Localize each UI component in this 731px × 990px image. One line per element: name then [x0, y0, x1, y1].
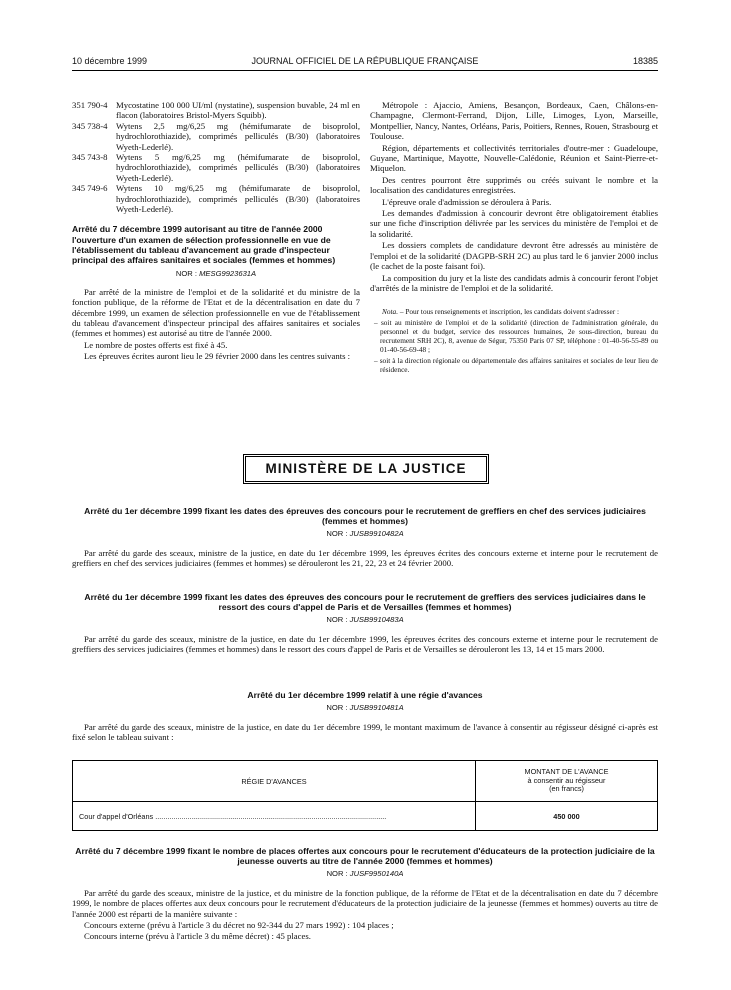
table-header-row	[73, 761, 658, 802]
nor-label: NOR :	[326, 869, 348, 879]
paragraph: Métropole : Ajaccio, Amiens, Besançon, Bordeaux, Caen, Châlons-en-Champagne, Clermont-Ferrand, Dijon, Lille, Limoges, Lyon, Marseille, Montpellier, Nancy, Nantes, Orléans, Paris, Poitiers, Rennes, Rouen, Strasbourg et Toulouse.	[370, 100, 658, 142]
header-date: 10 décembre 1999	[72, 56, 148, 66]
product-code: 345 738-4	[72, 120, 108, 131]
left-column	[72, 100, 360, 363]
product-description: Wytens 10 mg/6,25 mg (hémifumarate de bisoprolol, hydrochlorothiazide), comprimés pelliculés (B/30) (laboratoires Wyeth-Lederlé).	[116, 183, 360, 215]
product-entry	[72, 100, 360, 121]
nota-item: – soit au ministère de l'emploi et de la solidarité (direction de l'administration générale, du personnel et du budget, service des ressources humaines, 2e sous-direction, bureau du recrutement SRH 2C), 8, avenue de Ségur, 75350 Paris 07 SP, téléphone : 01-40-56-55-89 ou 01-40-56-69-48 ;	[374, 318, 658, 355]
header-page-number: 18385	[632, 56, 658, 66]
nor-label: NOR :	[175, 269, 197, 279]
nor-label: NOR :	[326, 615, 348, 625]
product-description: Wytens 5 mg/6,25 mg (hémifumarate de bisoprolol, hydrochlorothiazide), comprimés pelliculés (B/30) (laboratoires Wyeth-Lederlé).	[116, 152, 360, 183]
nota-label: Nota.	[382, 307, 399, 317]
regie-name: Cour d'appel d'Orléans	[79, 811, 154, 821]
nor-code: JUSB9910481A	[349, 703, 404, 713]
paragraph: L'épreuve orale d'admission se déroulera à Paris.	[382, 196, 552, 207]
arrete-title: Arrêté du 1er décembre 1999 fixant les dates des épreuves des concours pour le recrutement de greffiers en chef des services judiciaires (femmes et hommes)	[84, 506, 646, 527]
paragraph: Le nombre de postes offerts est fixé à 45.	[84, 339, 228, 350]
nota-item: – soit à la direction régionale ou départementale des affaires sanitaires et sociales de leur lieu de résidence.	[374, 356, 658, 375]
nor-reference	[72, 703, 658, 713]
nor-reference	[72, 269, 360, 279]
nota-block	[370, 307, 658, 374]
nor-label: NOR :	[326, 703, 348, 713]
table-header-montant	[476, 761, 658, 802]
nor-reference	[72, 615, 658, 625]
table-header-regie: RÉGIE D'AVANCES	[73, 761, 476, 802]
nor-code: JUSF9950140A	[349, 869, 404, 879]
arrete-title: Arrêté du 1er décembre 1999 fixant les dates des épreuves des concours pour le recrutement de greffiers des services judiciaires dans le ressort des cours d'appel de Paris et de Versailles (femmes et hommes)	[84, 592, 646, 613]
arrete-title: Arrêté du 1er décembre 1999 relatif à une régie d'avances	[247, 690, 483, 700]
paragraph: Des centres pourront être supprimés ou créés suivant le nombre et la localisation des candidatures enregistrées.	[370, 174, 658, 196]
nor-reference	[72, 529, 658, 539]
justice-arrete-3	[72, 690, 658, 743]
justice-arrete-1	[72, 506, 658, 570]
ministry-banner: MINISTÈRE DE LA JUSTICE	[245, 456, 487, 482]
paragraph: Les demandes d'admission à concourir devront être obligatoirement établies sur une fiche d'inscription délivrée par les services du ministère de l'emploi et de la solidarité.	[370, 208, 658, 239]
table-cell-regie: Cour d'appel d'Orléans ..................................................................................................................	[73, 802, 476, 831]
product-description: Mycostatine 100 000 UI/ml (nystatine), suspension buvable, 24 ml en flacon (laboratoires Bristol-Myers Squibb).	[116, 100, 360, 121]
justice-arrete-2	[72, 592, 658, 656]
product-code: 351 790-4	[72, 100, 108, 110]
paragraph: Par arrêté du garde des sceaux, ministre de la justice, en date du 1er décembre 1999, les épreuves écrites des concours externe et interne pour le recrutement de greffiers des services judiciaires (femmes et hommes) dans le ressort des cours d'appel de Paris et de Versailles se dérouleront les 13, 14 et 15 mars 2000.	[72, 633, 658, 655]
nor-code: MESG9923631A	[199, 269, 257, 279]
nor-label: NOR :	[326, 529, 348, 539]
paragraph: La composition du jury et la liste des candidats admis à concourir feront l'objet d'arrêtés de la ministre de l'emploi et de la solidarité.	[370, 272, 658, 293]
right-column	[370, 100, 658, 376]
paragraph: Région, départements et collectivités territoriales d'outre-mer : Guadeloupe, Guyane, Martinique, Mayotte, Nouvelle-Calédonie, Réunion et Saint-Pierre-et-Miquelon.	[370, 142, 658, 174]
arrete-title: Arrêté du 7 décembre 1999 fixant le nombre de places offertes aux concours pour le recrutement d'éducateurs de la protection judiciaire de la jeunesse ouverts au titre de l'année 2000 (femmes et hommes)	[75, 846, 655, 867]
nor-reference	[72, 869, 658, 879]
nota-text: – Pour tous renseignements et inscription, les candidats doivent s'adresser :	[398, 307, 620, 317]
product-entry	[72, 183, 360, 214]
product-description: Wytens 2,5 mg/6,25 mg (hémifumarate de bisoprolol, hydrochlorothiazide), comprimés pelliculés (B/30) (laboratoires Wyeth-Lederlé).	[116, 120, 360, 152]
paragraph: Concours externe (prévu à l'article 3 du décret no 92-344 du 27 mars 1992) : 104 places ;	[84, 920, 394, 931]
arrete-title: Arrêté du 7 décembre 1999 autorisant au titre de l'année 2000 l'ouverture d'un examen de sélection professionnelle en vue de l'établissement du tableau d'avancement au grade d'inspecteur principal des affaires sanitaires et sociales (femmes et hommes)	[72, 224, 336, 266]
paragraph: Les épreuves écrites auront lieu le 29 février 2000 dans les centres suivants :	[84, 351, 351, 362]
table-header-line: MONTANT DE L'AVANCE	[524, 767, 609, 777]
product-entry	[72, 121, 360, 152]
paragraph: Par arrêté du garde des sceaux, ministre de la justice, en date du 1er décembre 1999, le montant maximum de l'avance à consentir au régisseur désigné ci-après est fixé selon le tableau suivant :	[72, 721, 658, 743]
paragraph: Par arrêté du garde des sceaux, ministre de la justice, et du ministre de la fonction publique, de la réforme de l'Etat et de la décentralisation en date du 7 décembre 1999, le nombre de places offertes aux deux concours pour le recrutement d'éducateurs de la protection judiciaire de la jeunesse (femmes et hommes) ouverts au titre de l'année 2000 est réparti de la manière suivante :	[72, 887, 658, 919]
header-journal-title: JOURNAL OFFICIEL DE LA RÉPUBLIQUE FRANÇAISE	[251, 56, 479, 66]
product-entry	[72, 152, 360, 183]
paragraph: Les dossiers complets de candidature devront être adressés au ministère de l'emploi et de la solidarité (DAGPB-SRH 2C) au plus tard le 6 janvier 2000 inclus (le cachet de la poste faisant foi).	[370, 240, 658, 272]
paragraph: Par arrêté du garde des sceaux, ministre de la justice, en date du 1er décembre 1999, les épreuves écrites des concours externe et interne pour le recrutement de greffiers en chef des services judiciaires (femmes et hommes) se dérouleront les 21, 22, 23 et 24 février 2000.	[72, 547, 658, 569]
table-header-line: à consentir au régisseur	[527, 775, 606, 785]
nor-code: JUSB9910483A	[349, 615, 404, 625]
nor-code: JUSB9910482A	[349, 529, 404, 539]
justice-arrete-4	[72, 846, 658, 943]
page-header	[72, 56, 658, 70]
paragraph: Par arrêté de la ministre de l'emploi et de la solidarité et du ministre de la fonction publique, de la réforme de l'Etat et de la décentralisation en date du 7 décembre 1999, un examen de sélection professionnelle en vue de l'établissement du tableau d'avancement d'inspecteur principal des affaires sanitaires et sociales (femmes et hommes) est autorisé au titre de l'année 2000.	[72, 286, 360, 339]
header-rule	[72, 70, 658, 71]
avances-table	[72, 760, 658, 831]
paragraph: Concours interne (prévu à l'article 3 du même décret) : 45 places.	[84, 931, 311, 942]
table-cell-montant: 450 000	[476, 802, 658, 831]
table-header-line: (en francs)	[549, 784, 584, 794]
table-row	[73, 802, 658, 831]
product-code: 345 743-8	[72, 152, 108, 163]
product-code: 345 749-6	[72, 183, 108, 194]
nota-intro	[370, 307, 658, 316]
